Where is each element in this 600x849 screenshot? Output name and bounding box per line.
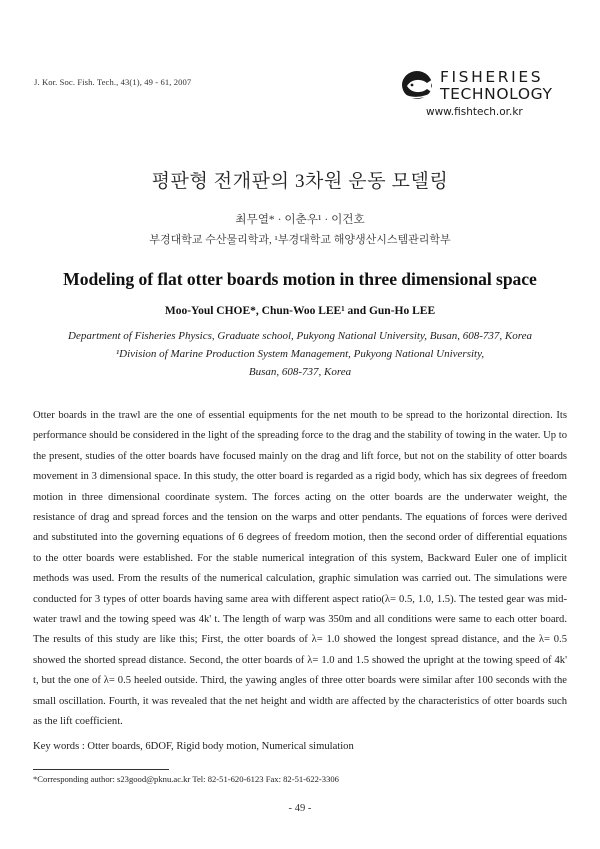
journal-url: www.fishtech.or.kr [426, 106, 523, 118]
journal-logo [400, 68, 560, 124]
corresponding-author-footnote: *Corresponding author: s23good@pknu.ac.kr Tel: 82-51-620-6123 Fax: 82-51-622-3306 [33, 774, 339, 784]
korean-affiliation: 부경대학교 수산물리학과, ¹부경대학교 해양생산시스템관리학부 [149, 234, 451, 246]
korean-authors: 최무열* · 이춘우¹ · 이건호 [235, 213, 365, 226]
english-title: Modeling of flat otter boards motion in three dimensional space [63, 269, 537, 289]
korean-title: 평판형 전개판의 3차원 운동 모델링 [151, 171, 449, 192]
page-number: - 49 - [288, 803, 312, 814]
abstract-paragraph: Otter boards in the trawl are the one of essential equipments for the net mouth to be spread to the horizontal direction. Its performance should be considered in the light of the spreading force to the drag and the stability of towing in the water. Up to the present, studies of the otter boards have focused mainly on the drag and lift force, but not on the stability of otter boards movement in 3 dimensional space. In this study, the otter board is regarded as a rigid body, which has six degrees of freedom motion in three dimensional coordinate system. The forces acting on the otter boards are the underwater weight, the resistance of drag and spread forces and the tension on the warps and otter pendants. The equations of forces were derived and substituted into the governing equations of 6 degrees of freedom motion, then the second order of differential equations to the otter boards were established. For the stable numerical integration of this system, Backward Euler one of implicit methods was used. From the results of the numerical calculation, graphic simulation was carried out. The simulations were conducted for 3 types of otter boards having same area with different aspect ratio(λ= 0.5, 1.0, 1.5). The tested gear was mid-water trawl and the towing speed was 4k' t. The length of warp was 350m and all conditions were same to each otter board. The results of this study are like this; First, the otter boards of λ= 1.0 showed the longest spread distance, and the λ= 0.5 showed the shorted spread distance. Second, the otter boards of λ= 1.0 and 1.5 showed the upright at the towing speed of 4k' t, but the one of λ= 0.5 heeled outside. Third, the yawing angles of three otter boards were similar after 100 seconds with the small oscillation. Fourth, it was revealed that the net height and width are affected by the characteristics of otter boards such as the lift coefficient. [33, 410, 567, 728]
logo-line-technology: TECHNOLOGY [440, 85, 553, 103]
footnote-divider [33, 769, 169, 770]
keywords: Key words : Otter boards, 6DOF, Rigid body motion, Numerical simulation [33, 741, 354, 752]
affiliation-line-1: Department of Fisheries Physics, Graduate school, Pukyong National University, Busan, 608-737, Korea [68, 330, 532, 342]
fish-emblem-icon [400, 68, 438, 102]
journal-reference: J. Kor. Soc. Fish. Tech., 43(1), 49 - 61, 2007 [34, 77, 192, 87]
affiliation-line-3: Busan, 608-737, Korea [248, 366, 352, 378]
logo-line-fisheries: FISHERIES [440, 68, 544, 86]
english-authors: Moo-Youl CHOE*, Chun-Woo LEE¹ and Gun-Ho LEE [164, 305, 436, 317]
affiliation-line-2: ¹Division of Marine Production System Management, Pukyong National University, [115, 348, 485, 360]
